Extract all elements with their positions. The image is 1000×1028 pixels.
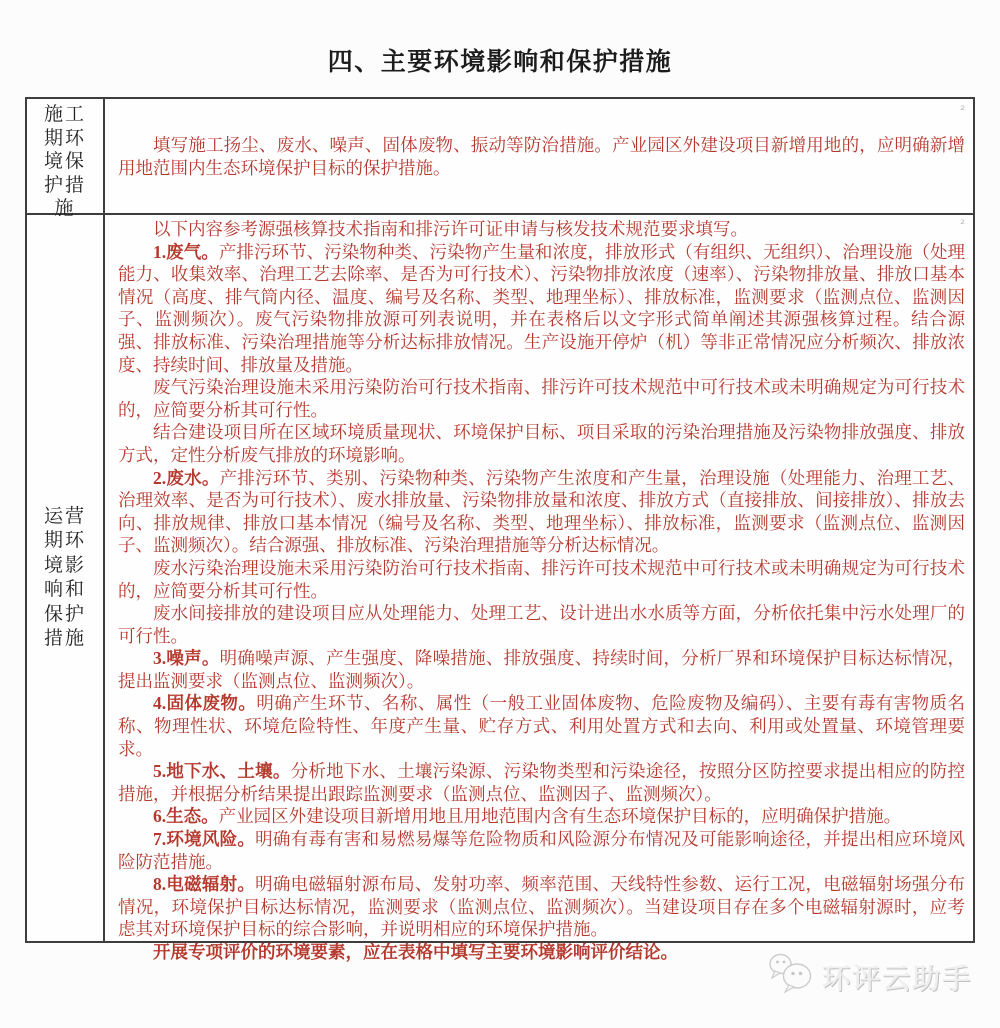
row-header-line: 施工: [43, 104, 86, 125]
row-header-line: 护措: [43, 174, 86, 196]
paragraph: [118, 760, 965, 805]
paragraph: [118, 467, 965, 557]
cell-end-mark: ²: [960, 103, 965, 117]
measures-table: [25, 97, 975, 962]
paragraph: [118, 241, 965, 377]
paragraph: [118, 805, 965, 828]
paragraph: [118, 134, 965, 179]
table-row: [27, 99, 973, 219]
paragraph-text: 明确有毒有害和易燃易爆等危险物质和风险源分布情况及可能影响途径，并提出相应环境风险防范措施。: [118, 829, 966, 872]
paragraph: [118, 602, 965, 647]
row-header-line: 期环: [43, 127, 86, 149]
section-label: 1.废气。: [153, 241, 219, 262]
watermark: [767, 951, 972, 1002]
row-header: [27, 99, 105, 219]
paragraph-text: 明确噪声源、产生强度、降噪措施、排放强度、持续时间，分析厂界和环境保护目标达标情况，提出监测要求（监测点位、监测频次）。: [118, 648, 966, 691]
row-header-line: 境影: [43, 554, 86, 576]
paragraph: [118, 557, 965, 602]
section-label: 5.地下水、土壤。: [153, 761, 291, 782]
row-header-line: 施: [54, 198, 76, 219]
chat-bubbles-logo-icon: [767, 951, 815, 1002]
section-label: 7.环境风险。: [153, 829, 256, 850]
paragraph-text: 明确产生环节、名称、属性（一般工业固体废物、危险废物及编码）、主要有毒有害物质名称、物理性状、环境危险特性、年度产生量、贮存方式、利用处置方式和去向、利用或处置量、环境管理要求。: [118, 693, 966, 759]
paragraph: [118, 647, 965, 692]
cell-end-mark: ²: [960, 217, 965, 231]
row-content: [105, 99, 973, 213]
row-header-line: 运营: [43, 505, 86, 527]
paragraph-text: 废气污染治理设施未采用污染防治可行技术指南、排污许可技术规范中可行技术或未明确规定为可行技术的，应简要分析其可行性。: [118, 377, 965, 420]
paragraph: [118, 421, 965, 466]
table-row: [27, 213, 973, 962]
paragraph-text: 结合建设项目所在区域环境质量现状、环境保护目标、项目采取的污染治理措施及污染物排放强度、排放方式，定性分析废气排放的环境影响。: [118, 422, 965, 465]
paragraph: [118, 692, 965, 760]
paragraph-text: 以下内容参考源强核算技术指南和排污许可证申请与核发技术规范要求填写。: [153, 219, 748, 239]
row-header-line: 响和: [43, 579, 86, 600]
paragraph: [118, 376, 965, 421]
paragraph: [118, 828, 965, 873]
paragraph-text: 明确电磁辐射源布局、发射功率、频率范围、天线特性参数、运行工况，电磁辐射场强分布情况，环境保护目标达标情况，监测要求（监测点位、监测频次）。当建设项目存在多个电磁辐射源时，应考虑其对环境保护目标的综合影响，并说明相应的环境保护措施。: [118, 874, 966, 940]
paragraph-text: 产业园区外建设项目新增用地且用地范围内含有生态环境保护目标的，应明确保护措施。: [218, 806, 902, 827]
paragraph: [118, 218, 965, 241]
section-label: 2.废水。: [153, 467, 220, 488]
row-header-line: 措施: [43, 628, 86, 649]
row-header-line: 期环: [43, 530, 86, 551]
row-header-line: 境保: [43, 151, 86, 172]
row-content: [105, 215, 973, 962]
paragraph: [118, 873, 965, 941]
section-label: 8.电磁辐射。: [153, 874, 256, 895]
paragraph-text: 开展专项评价的环境要素，应在表格中填写主要环境影响评价结论。: [153, 942, 678, 962]
row-header-line: 保护: [43, 603, 86, 625]
paragraph-text: 分析地下水、土壤污染源、污染物类型和污染途径，按照分区防控要求提出相应的防控措施，并根据分析结果提出跟踪监测要求（监测点位、监测因子、监测频次）。: [118, 761, 966, 804]
section-label: 6.生态。: [153, 806, 219, 827]
paragraph-text: 产排污环节、污染物种类、污染物产生量和浓度，排放形式（有组织、无组织）、治理设施（处理能力、收集效率、治理工艺去除率、是否为可行技术）、污染物排放浓度（速率）、污染物排放量、排放口基本情况（高度、排气筒内径、温度、编号及名称、类型、地理坐标）、排放标准，监测要求（监测点位、监测因子、监测频次）。废气污染物排放源可列表说明，并在表格后以文字形式简单阐述其源强核算过程。结合源强、排放标准、污染治理措施等分析达标排放情况。生产设施开停炉（机）等非正常情况应分析频次、排放浓度、持续时间、排放量及措施。: [118, 241, 966, 375]
watermark-label: 环评云助手: [821, 963, 972, 995]
paragraph-text: 废水间接排放的建设项目应从处理能力、处理工艺、设计进出水水质等方面，分析依托集中污水处理厂的可行性。: [118, 603, 965, 646]
table-body: [27, 99, 973, 962]
paragraph-text: 废水污染治理设施未采用污染防治可行技术指南、排污许可技术规范中可行技术或未明确规定为可行技术的，应简要分析其可行性。: [118, 557, 965, 601]
paragraph-text: 填写施工扬尘、废水、噪声、固体废物、振动等防治措施。产业园区外建设项目新增用地的，应明确新增用地范围内生态环境保护目标的保护措施。: [118, 134, 965, 178]
paragraph-text: 产排污环节、类别、污染物种类、污染物产生浓度和产生量，治理设施（处理能力、治理工艺、治理效率、是否为可行技术）、废水排放量、污染物排放量和浓度、排放方式（直接排放、间接排放）、排放去向、排放规律、排放口基本情况（编号及名称、类型、地理坐标）、排放标准，监测要求（监测点位、监测因子、监测频次）。结合源强、排放标准、污染治理措施等分析达标情况。: [118, 467, 966, 556]
page-title: 四、主要环境影响和保护措施: [327, 49, 673, 76]
row-header: [27, 215, 105, 941]
section-label: 3.噪声。: [153, 648, 220, 669]
section-label: 4.固体废物。: [153, 693, 257, 714]
